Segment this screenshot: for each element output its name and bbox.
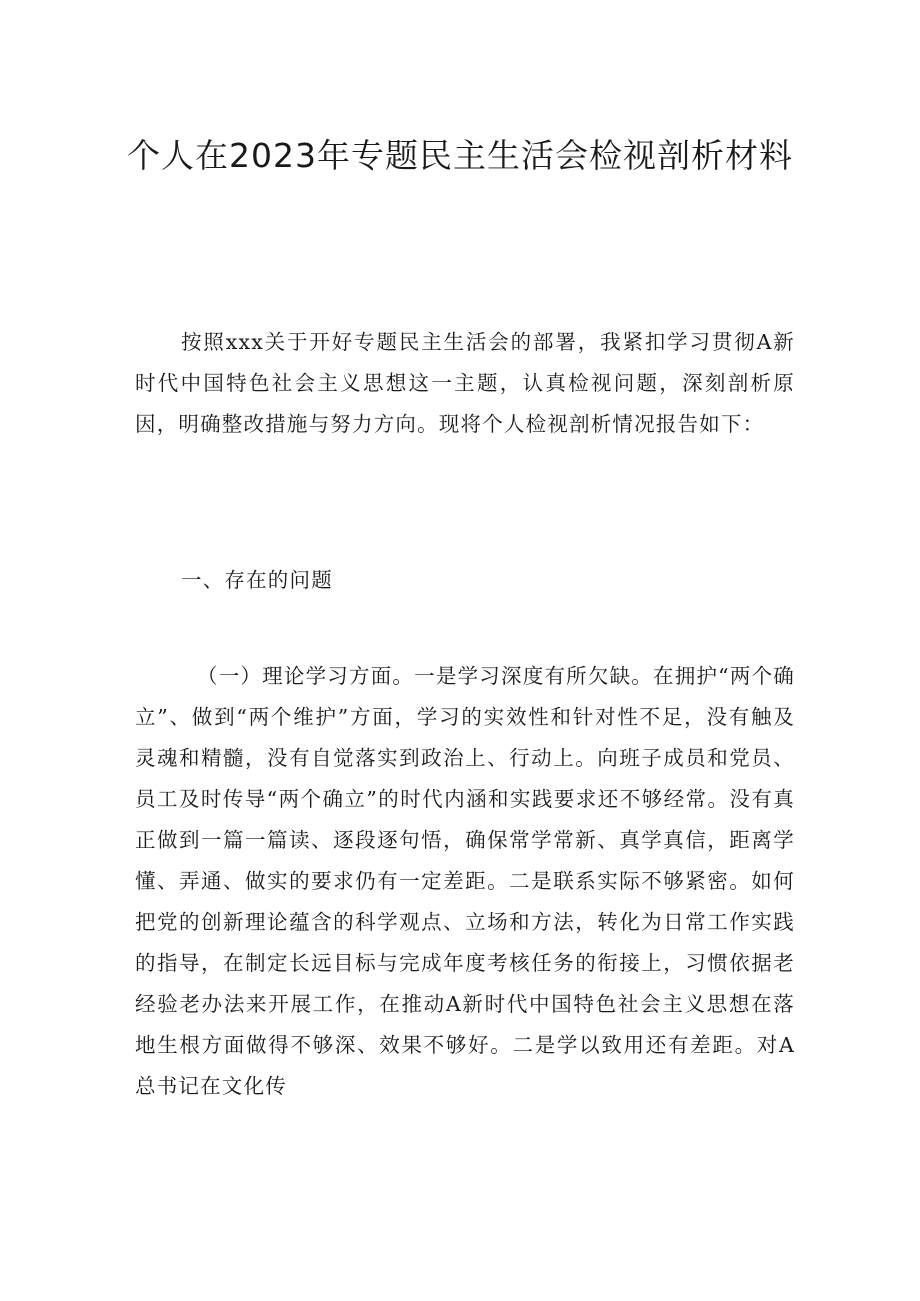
section-heading: 一、存在的问题	[181, 568, 333, 592]
document-title: 个人在2023年专题民主生活会检视剖析材料	[127, 136, 793, 175]
intro-paragraph: 按照xxx关于开好专题民主生活会的部署，我紧扣学习贯彻A新时代中国特色社会主义思想这一主题，认真检视问题，深刻剖析原因，明确整改措施与努力方向。现将个人检视剖析情况报告如下：	[135, 330, 795, 436]
theory-study-paragraph: （一）理论学习方面。一是学习深度有所欠缺。在拥护“两个确立”、做到“两个维护”方面，学习的实效性和针对性不足，没有触及灵魂和精髓，没有自觉落实到政治上、行动上。向班子成员和党员、员工及时传导“两个确立”的时代内涵和实践要求还不够经常。没有真正做到一篇一篇读、逐段逐句悟，确保常学常新、真学真信，距离学懂、弄通、做实的要求仍有一定差距。二是联系实际不够紧密。如何把党的创新理论蕴含的科学观点、立场和方法，转化为日常工作实践的指导，在制定长远目标与完成年度考核任务的衔接上，习惯依据老经验老办法来开展工作，在推动A新时代中国特色社会主义思想在落地生根方面做得不够深、效果不够好。二是学以致用还有差距。对A总书记在文化传	[135, 664, 795, 1098]
